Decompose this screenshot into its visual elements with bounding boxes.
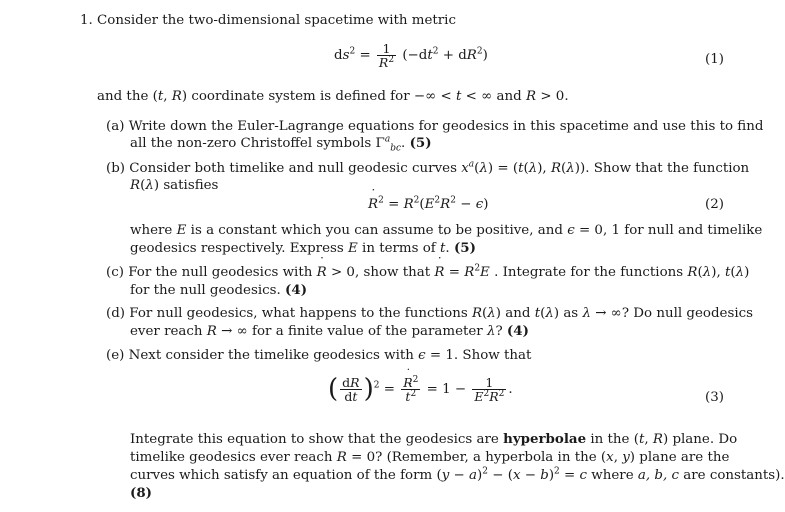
part-a-marks: (5) [409, 135, 432, 151]
part-e-text2c: in the [590, 432, 630, 447]
part-c-line1: (c) For the null geodesics with ˙ R > 0, show that ˙ $R = R^2E$ . Integrate for the functions R(λ), t(λ) [106, 264, 749, 281]
part-b-text3b: is a constant which you can assume to be positive, and [190, 223, 563, 238]
part-a-label: (a) [106, 119, 125, 134]
coords-text-a: and the [97, 89, 149, 104]
coords-line: and the (t, R) coordinate system is defined for −∞ < t < ∞ and R > 0. [97, 89, 569, 104]
part-d-marks: (4) [506, 323, 529, 339]
part-e-line2: Integrate this equation to show that the geodesics are hyperbolae in the (t, R) plane. Do [130, 431, 738, 447]
part-b-text1b: Show that the function [593, 161, 750, 176]
part-b-line4: geodesics respectively. Express E in terms of ˙ t. (5) [130, 240, 476, 257]
part-e-text3a: timelike geodesics ever reach [130, 450, 333, 465]
part-b-text3a: where [130, 223, 173, 238]
part-e-line1: (e) Next consider the timelike geodesics with ϵ = 1. Show that [106, 348, 532, 363]
part-e-text1: Next consider the timelike geodesics with [128, 348, 414, 363]
part-b-text3c: for null and timelike [624, 223, 763, 238]
part-c-text1b: show that [363, 265, 431, 280]
part-a-text2: all the non-zero Christoffel symbols [130, 136, 372, 151]
equation-2: ˙ $R^2 = R^2(E^2R^2 - \epsilon)$ [368, 196, 488, 213]
part-b-label: (b) [106, 161, 126, 176]
eq2-number: (2) [705, 197, 724, 212]
part-b-line3: where E is a constant which you can assume to be positive, and ϵ = 0, 1 for null and timelike [130, 223, 763, 238]
part-b-text4a: geodesics respectively. Express [130, 241, 344, 256]
part-c-label: (c) [106, 265, 124, 280]
part-b-text4b: in terms of [362, 241, 436, 256]
part-c-text1c: Integrate for the functions [502, 265, 684, 280]
problem-number: 1. [80, 13, 93, 28]
part-e-text3c: plane are the [639, 450, 730, 465]
part-e-text3b: (Remember, a hyperbola in the [386, 450, 597, 465]
equation-1: $ds^2$ = $\frac{1}{R^2}$ $(-dt^2 + dR^2)$ [334, 41, 488, 70]
part-e-line3: timelike geodesics ever reach R = 0? (Remember, a hyperbola in the (x, y) plane are the [130, 450, 730, 465]
part-c-text2: for the null geodesics. [130, 283, 281, 298]
part-c-text1a: For the null geodesics with [128, 265, 313, 280]
part-e-hyperbolae: hyperbolae [503, 431, 587, 447]
part-d-text1b: and [505, 306, 531, 321]
part-d-text2b: for a finite value of the parameter [252, 324, 483, 339]
equation-3: ( $\frac{dR}{dt}$ )$^2$ = ˙ $R^2$ ˙ $t^2$ = 1 − $\frac{1}{E^2R^2}$ . [328, 376, 513, 403]
part-c-marks: (4) [285, 282, 308, 298]
part-e-text4b: where [591, 468, 634, 483]
part-b-text1a: Consider both timelike and null geodesic curves [129, 161, 457, 176]
part-a-line2: all the non-zero Christoffel symbols $\Gamma^a_{bc}$. (5) [130, 134, 432, 154]
part-c-line2 [130, 282, 307, 299]
problem-intro [80, 12, 456, 29]
part-e-label: (e) [106, 348, 125, 363]
coords-text-b: coordinate system is defined for [191, 89, 410, 104]
eq3-number: (3) [705, 390, 724, 405]
part-b-line1: (b) Consider both timelike and null geodesic curves $x^a(\lambda) = (t(\lambda)$, R(λ)). Show that the function [106, 159, 750, 176]
coords-text-c: and [496, 89, 522, 104]
part-e-text2a: Integrate this equation to show that the geodesics are [130, 432, 499, 447]
part-e-text2d: plane. Do [672, 432, 738, 447]
part-a-text1: Write down the Euler-Lagrange equations for geodesics in this spacetime and use this to find [128, 119, 764, 134]
intro-text: Consider the two-dimensional spacetime with metric [97, 13, 456, 28]
part-d-label: (d) [106, 306, 126, 321]
part-e-text1b: Show that [462, 348, 532, 363]
part-d-line2: ever reach R → ∞ for a finite value of the parameter λ? (4) [130, 323, 529, 339]
part-e-text4a: curves which satisfy an equation of the form [130, 468, 433, 483]
part-d-line1: (d) For null geodesics, what happens to the functions R(λ) and t(λ) as λ → ∞? Do null geodesics [106, 306, 753, 321]
part-d-text2a: ever reach [130, 324, 203, 339]
part-e-marks: (8) [130, 485, 152, 501]
part-b-text2: satisfies [163, 178, 219, 193]
part-e-line4: curves which satisfy an equation of the form $(y - a)^2 - (x - b)^2 = c$ where a, b, c are constants). [130, 466, 785, 483]
part-d-text1c: as [563, 306, 579, 321]
part-d-text1a: For null geodesics, what happens to the functions [129, 306, 468, 321]
part-b-marks: (5) [453, 240, 476, 256]
part-b-line2: R(λ) satisfies [130, 178, 219, 193]
eq1-number: (1) [705, 52, 724, 67]
part-d-text1d: Do null geodesics [633, 306, 753, 321]
part-e-text4c: are constants). [683, 468, 785, 483]
part-a-line1 [106, 118, 763, 135]
